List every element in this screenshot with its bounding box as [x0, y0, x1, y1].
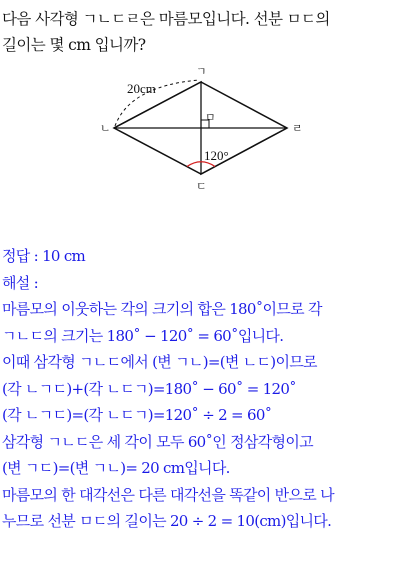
explanation-line: 마름모의 한 대각선은 다른 대각선을 똑같이 반으로 나	[2, 485, 334, 504]
rhombus-figure	[0, 62, 400, 192]
vertex-bottom-label: ㄷ	[196, 180, 207, 192]
explanation-line: (각 ㄴㄱㄷ)=(각 ㄴㄷㄱ)=120˚ ÷ 2 = 60˚	[2, 406, 272, 424]
explanation-heading: 해설 :	[2, 273, 39, 292]
rhombus-diagram	[0, 62, 400, 192]
explanation-line: 마름모의 이웃하는 각의 크기의 합은 180˚이므로 각	[2, 300, 322, 318]
explanation-line: (변 ㄱㄷ)=(변 ㄱㄴ)= 20 cm입니다.	[2, 459, 230, 477]
vertex-left-label: ㄴ	[100, 122, 111, 135]
solution-block	[2, 243, 398, 535]
vertex-top-label: ㄱ	[196, 65, 207, 78]
explanation-line: (각 ㄴㄱㄷ)+(각 ㄴㄷㄱ)=180˚ − 60˚ = 120˚	[2, 379, 296, 398]
angle-label: 120°	[204, 148, 229, 163]
explanation-line: 이때 삼각형 ㄱㄴㄷ에서 (변 ㄱㄴ)=(변 ㄴㄷ)이므로	[2, 353, 317, 371]
question-line-1: 다음 사각형 ㄱㄴㄷㄹ은 마름모입니다. 선분 ㅁㄷ의	[2, 10, 330, 28]
question-line-2: 길이는 몇 cm 입니까?	[2, 36, 146, 54]
explanation-line: ㄱㄴㄷ의 크기는 180˚ − 120˚ = 60˚입니다.	[2, 326, 284, 345]
explanation-line: 누므로 선분 ㅁㄷ의 길이는 20 ÷ 2 = 10(cm)입니다.	[2, 512, 332, 530]
explanation-line: 삼각형 ㄱㄴㄷ은 세 각이 모두 60˚인 정삼각형이고	[2, 432, 313, 451]
question-text	[2, 6, 398, 58]
vertex-right-label: ㄹ	[292, 122, 303, 135]
center-label: ㅁ	[205, 111, 216, 124]
answer-line: 정답 : 10 cm	[2, 247, 86, 265]
side-length-label: 20cm	[127, 81, 156, 96]
